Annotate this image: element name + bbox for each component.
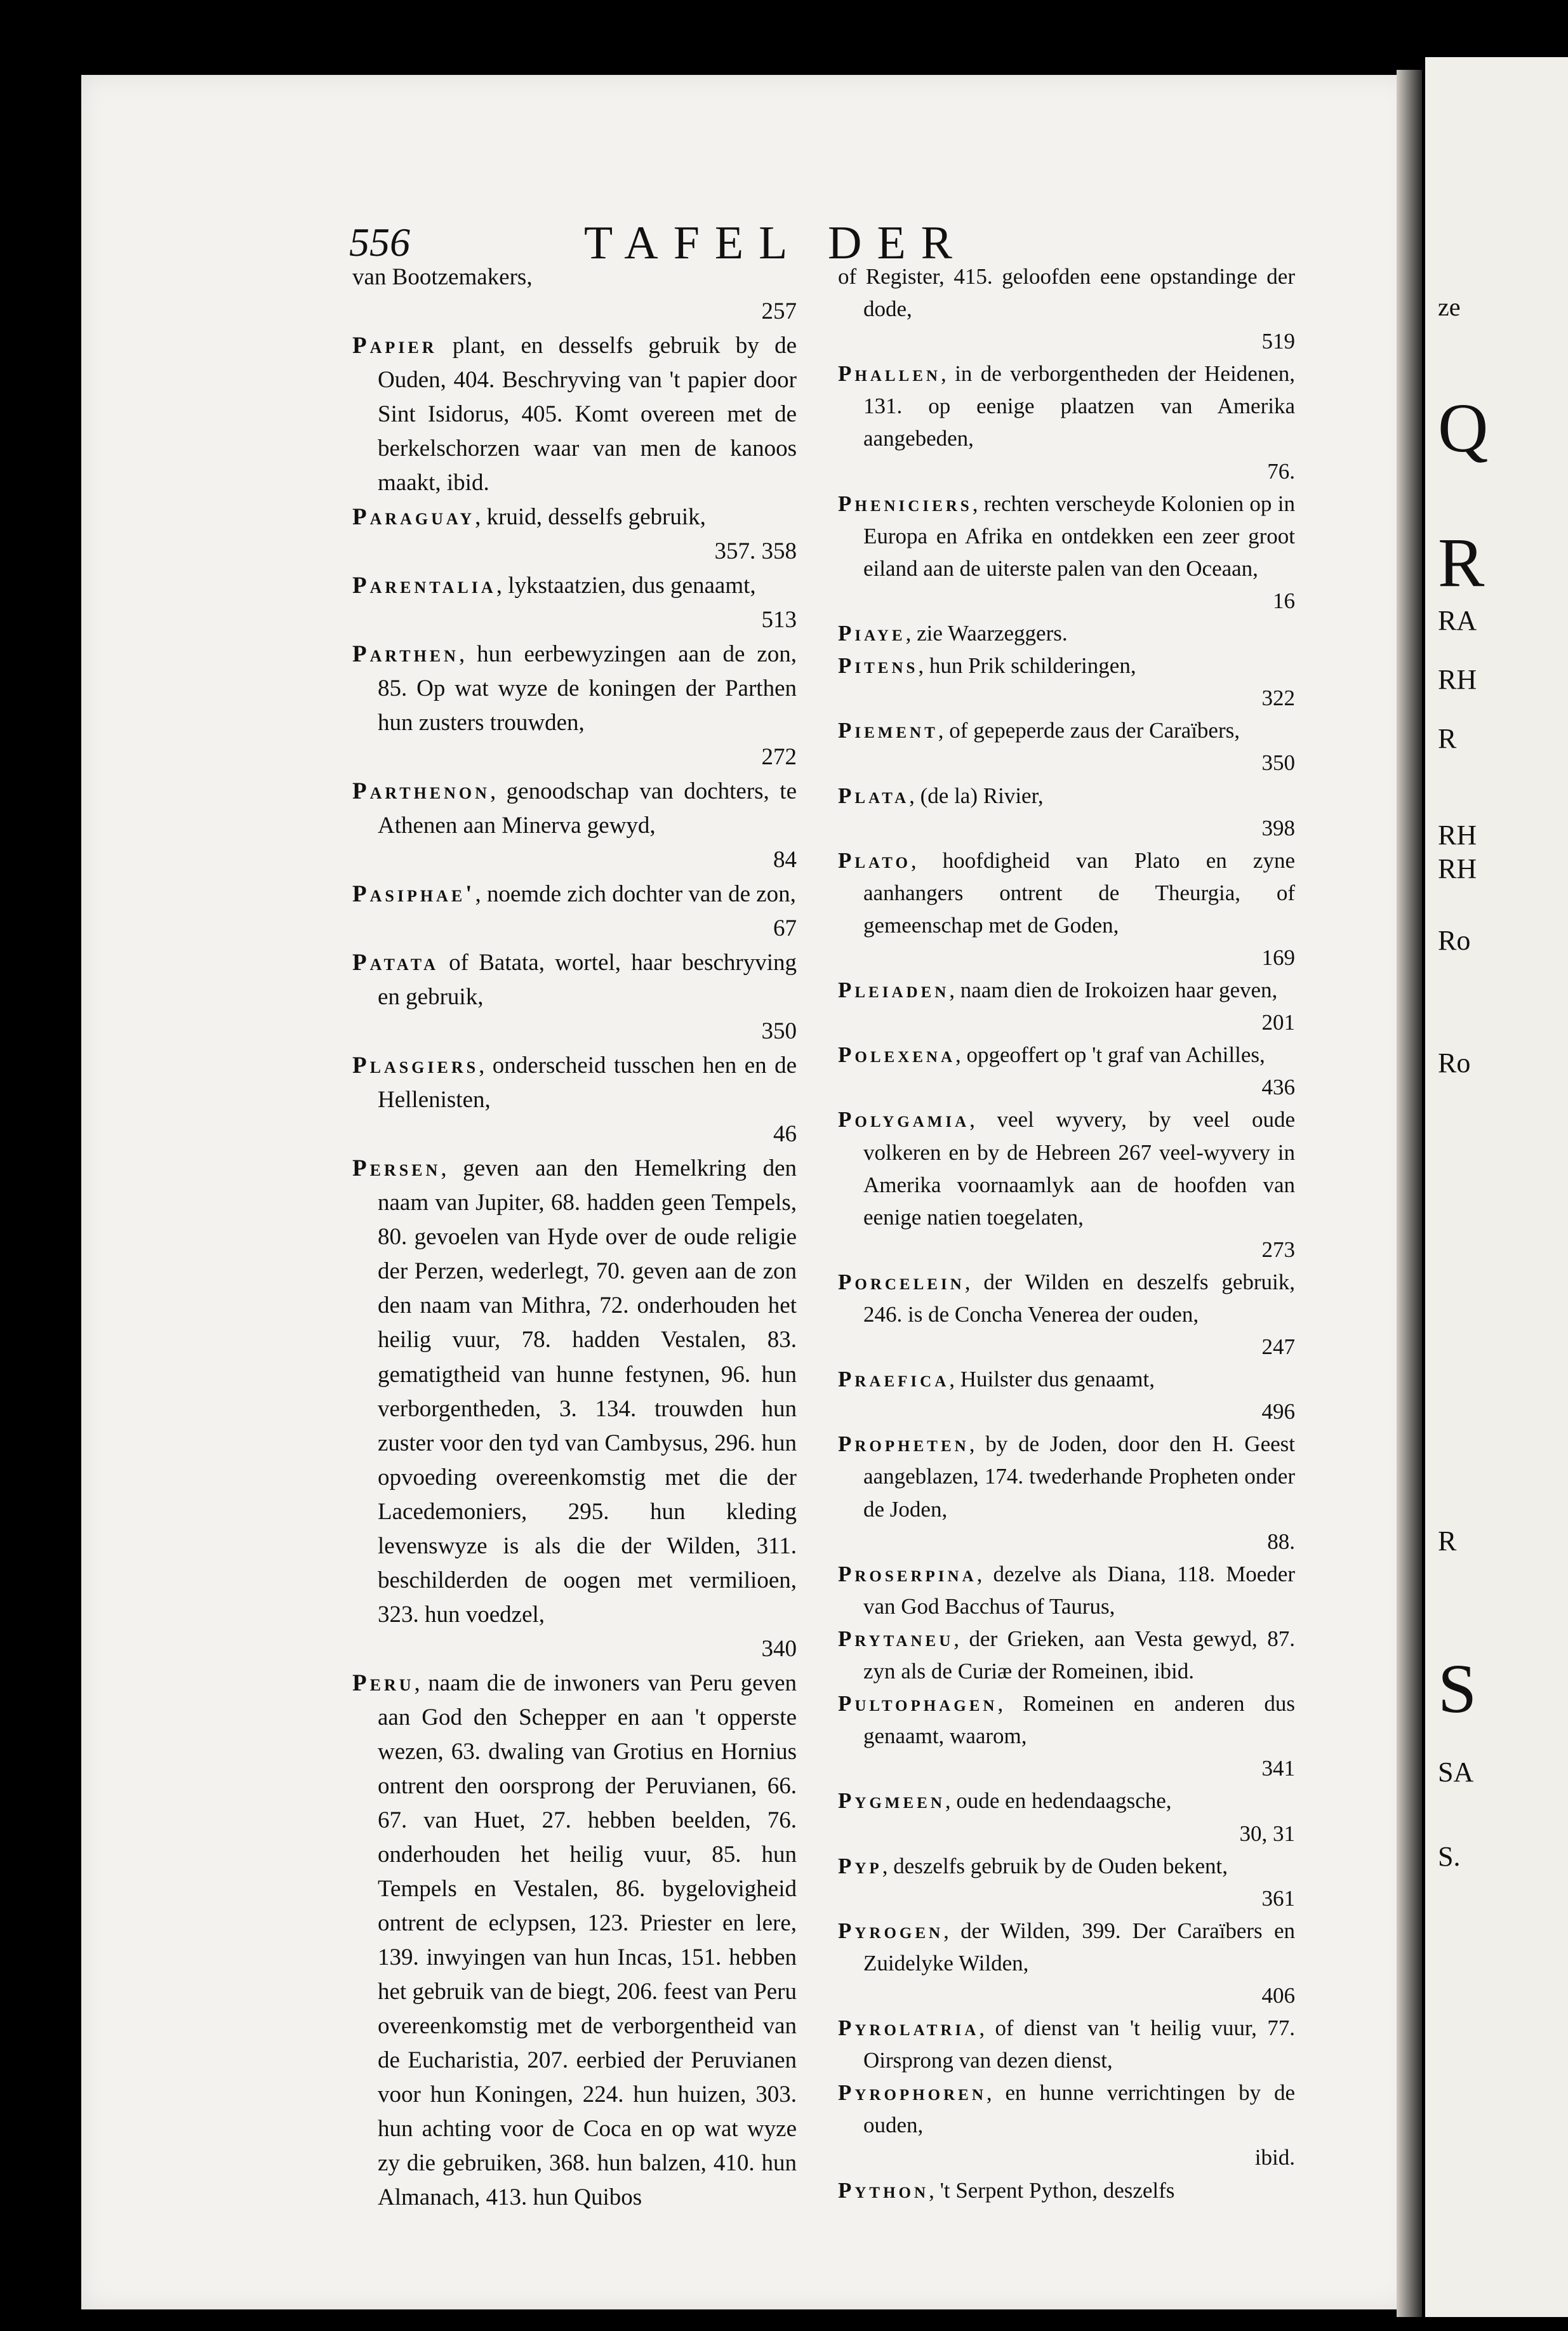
entry-page-ref: 247 [1261, 1334, 1295, 1360]
entry-text: , genoodschap van dochters, te Athenen aan Minerva gewyd, [378, 778, 797, 839]
index-entry [838, 1623, 1295, 1687]
fragment: Q [1438, 389, 1489, 467]
index-entry [352, 260, 797, 329]
index-entry [352, 1049, 797, 1152]
entry-headword: Pyp [838, 1853, 882, 1878]
entry-headword: Porcelein [838, 1269, 965, 1294]
facing-page [1425, 57, 1568, 2317]
entry-headword: Proserpina [838, 1561, 977, 1586]
entry-headword: Piaye [838, 621, 906, 646]
fragment: RH [1438, 853, 1477, 885]
index-entry [838, 1103, 1295, 1265]
index-entry [838, 1558, 1295, 1623]
entry-headword: Phallen [838, 361, 941, 387]
entry-page-ref: 496 [1261, 1399, 1295, 1424]
entry-headword: Pasiphae' [352, 881, 475, 908]
entry-text: , of gepeperde zaus der Caraïbers, [938, 718, 1240, 743]
index-column-left [352, 260, 797, 2215]
index-entry [838, 1687, 1295, 1784]
entry-headword: Propheten [838, 1431, 969, 1457]
entry-headword: Python [838, 2177, 929, 2203]
index-entry [352, 500, 797, 569]
entry-text: , en hunne verrichtingen by de ouden, [863, 2080, 1295, 2138]
entry-text: , of dienst van 't heilig vuur, 77. Oirsprong van dezen dienst, [863, 2016, 1295, 2073]
index-entry [838, 1850, 1295, 1915]
entry-page-ref: 273 [1261, 1237, 1295, 1262]
entry-headword: Pheniciers [838, 491, 973, 516]
entry-headword: Peru [352, 1670, 415, 1696]
entry-text: , zie Waarzeggers. [905, 621, 1068, 646]
fragment: ze [1438, 293, 1461, 321]
fragment: Ro [1438, 1047, 1471, 1079]
entry-text: , Huilster dus genaamt, [949, 1367, 1155, 1392]
entry-headword: Pyrogen [838, 1918, 944, 1943]
entry-text: , geven aan den Hemelkring den naam van Jupiter, 68. hadden geen Tempels, 80. gevoelen van Hyde over de oude religie der Perzen, wederlegt, 70. geven aan de zon den naam van Mithra, 72. onderhouden het heilig vuur, 78. hadden Vestalen, 83. gematigtheid van hunne festynen, 96. hun verborgentheden, 3. 134. trouwden hun zuster voor den tyd van Cambysus, 296. hun opvoeding overeenkomstig met die der Lacedemoniers, 295. hun kleding levenswyze is als die der Wilden, 311. beschilderden de oogen met vermilioen, 323. hun voedzel, [378, 1155, 797, 1628]
entry-text: , opgeoffert op 't graf van Achilles, [955, 1042, 1265, 1068]
entry-page-ref: 406 [1261, 1982, 1295, 2008]
entry-page-ref: 322 [1261, 686, 1295, 711]
index-entry [838, 1363, 1295, 1428]
index-entry [838, 2012, 1295, 2076]
entry-text: , lykstaatzien, dus genaamt, [496, 573, 756, 599]
index-entry [838, 1266, 1295, 1363]
entry-headword: Pyrophoren [838, 2080, 987, 2106]
index-entry [838, 2076, 1295, 2174]
page-number: 556 [349, 220, 410, 265]
entry-text: , hun eerbewyzingen aan de zon, 85. Op wat wyze de koningen der Parthen hun zusters trouwden, [378, 641, 797, 736]
entry-text: , kruid, desselfs gebruik, [475, 504, 706, 531]
entry-page-ref: 340 [761, 1635, 797, 1662]
index-entry [838, 2174, 1295, 2207]
entry-page-ref: 519 [1261, 329, 1295, 354]
fragment: S [1438, 1650, 1477, 1728]
book-gutter [1397, 70, 1422, 2317]
entry-page-ref: 88. [1267, 1529, 1295, 1554]
index-entry [352, 946, 797, 1049]
entry-page-ref: 350 [1261, 750, 1295, 776]
entry-headword: Polexena [838, 1042, 956, 1068]
entry-headword: Pygmeen [838, 1788, 945, 1814]
index-entry [838, 649, 1295, 714]
entry-page-ref: 30, 31 [1239, 1821, 1295, 1846]
entry-headword: Polygamia [838, 1107, 970, 1132]
entry-page-ref: 272 [761, 744, 797, 771]
entry-headword: Plato [838, 847, 911, 873]
entry-text: , 't Serpent Python, deszelfs [929, 2177, 1175, 2203]
index-entry [838, 1428, 1295, 1557]
index-entry [352, 774, 797, 877]
entry-page-ref: 169 [1261, 945, 1295, 970]
index-entry [838, 488, 1295, 617]
index-entry [352, 1152, 797, 1666]
entry-page-ref: 16 [1273, 588, 1295, 613]
index-entry [838, 974, 1295, 1039]
entry-headword: Plasgiers [352, 1053, 479, 1079]
entry-headword: Papier [352, 333, 437, 359]
entry-headword: Pleiaden [838, 978, 950, 1003]
entry-page-ref: 201 [1261, 1010, 1295, 1035]
index-entry [838, 844, 1295, 974]
entry-headword: Pitens [838, 653, 919, 679]
index-entry [838, 1915, 1295, 2012]
fragment: RH [1438, 820, 1477, 851]
entry-text: , naam die de inwoners van Peru geven aan God den Schepper en aan 't opperste wezen, 63. dwaling van Grotius en Hornius ontrent den oorsprong der Peruvianen, 66. 67. van Huet, 27. hebben beelden, 76. onderhouden het heilig vuur, 85. hun Tempels en Vestalen, 86. bygelovigheid ontrent de eclypsen, 123. Priester en lere, 139. inwyingen van hun Incas, 151. hebben het gebruik van de biegt, 206. feest van Peru overeenkomstig met de verborgentheid van de Eucharistia, 207. eerbied der Peruvianen voor hun Koningen, 224. hun huizen, 303. hun achting voor de Coca en op wat wyze zy die gebruiken, 368. hun balzen, 410. hun Almanach, 413. hun Quibos [378, 1670, 797, 2210]
running-head: TAFEL DER [584, 217, 968, 269]
entry-text: , der Wilden en deszelfs gebruik, 246. is de Concha Venerea der ouden, [863, 1269, 1295, 1327]
index-entry [838, 260, 1295, 357]
entry-page-ref: 76. [1267, 458, 1295, 484]
fragment: R [1438, 524, 1485, 601]
fragment: S. [1438, 1841, 1461, 1873]
entry-page-ref: 513 [761, 607, 797, 634]
entry-headword: Paraguay [352, 504, 475, 531]
entry-headword: Persen [352, 1155, 441, 1182]
entry-page-ref: 46 [773, 1121, 797, 1148]
entry-page-ref: 361 [1261, 1885, 1295, 1911]
entry-text: , (de la) Rivier, [909, 783, 1044, 808]
index-entry [352, 1666, 797, 2215]
entry-page-ref: 257 [761, 298, 797, 325]
index-entry [838, 617, 1295, 649]
index-entry [838, 1039, 1295, 1103]
fragment: Ro [1438, 924, 1471, 956]
entry-text: van Bootzemakers, [352, 264, 533, 290]
index-entry [352, 877, 797, 946]
entry-page-ref: 350 [761, 1018, 797, 1045]
facing-page-fragments [1438, 293, 1568, 1874]
entry-page-ref: 84 [773, 847, 797, 873]
index-entry [352, 329, 797, 500]
entry-page-ref: 436 [1261, 1075, 1295, 1100]
fragment: R [1438, 722, 1457, 754]
entry-headword: Parthen [352, 641, 459, 668]
entry-text: , onderscheid tusschen hen en de Hellenisten, [378, 1053, 797, 1113]
entry-text: , oude en hedendaagsche, [945, 1788, 1172, 1814]
entry-headword: Plata [838, 783, 910, 808]
entry-page-ref: 67 [773, 915, 797, 942]
index-entry [352, 569, 797, 637]
entry-text: , by de Joden, door den H. Geest aangeblazen, 174. twederhande Propheten onder de Joden, [863, 1431, 1295, 1522]
entry-page-ref: 398 [1261, 815, 1295, 840]
fragment: RH [1438, 663, 1477, 695]
entry-headword: Patata [352, 950, 439, 976]
entry-text: , der Grieken, aan Vesta gewyd, 87. zyn als de Curiæ der Romeinen, ibid. [863, 1626, 1295, 1684]
entry-headword: Pultophagen [838, 1691, 998, 1717]
entry-headword: Pyrolatria [838, 2016, 980, 2041]
index-entry [838, 357, 1295, 487]
entry-text: , hun Prik schilderingen, [918, 653, 1136, 679]
entry-text: , veel wyvery, by veel oude volkeren en by de Hebreen 267 veel-wyvery in Amerika voornaamlyk aan de hoofden van eenige natien toegelaten, [863, 1107, 1295, 1230]
fragment: RA [1438, 605, 1477, 636]
entry-text: , dezelve als Diana, 118. Moeder van God Bacchus of Taurus, [863, 1561, 1295, 1619]
entry-headword: Parthenon [352, 778, 490, 805]
entry-headword: Praefica [838, 1367, 950, 1392]
entry-text: of Batata, wortel, haar beschryving en gebruik, [378, 950, 797, 1011]
entry-text: , rechten verscheyde Kolonien op in Europa en Afrika en ontdekken een zeer groot eiland aan de uiterste palen van den Oceaan, [863, 491, 1295, 581]
index-entry [838, 780, 1295, 844]
index-entry [838, 714, 1295, 779]
entry-text: , Romeinen en anderen dus genaamt, waarom, [863, 1691, 1295, 1749]
entry-text: , deszelfs gebruik by de Ouden bekent, [882, 1853, 1228, 1878]
entry-text: , der Wilden, 399. Der Caraïbers en Zuidelyke Wilden, [863, 1918, 1295, 1976]
entry-text: of Register, 415. geloofden eene opstandinge der dode, [838, 264, 1295, 322]
entry-headword: Prytaneu [838, 1626, 954, 1651]
entry-text: , naam dien de Irokoizen haar geven, [949, 978, 1278, 1003]
entry-page-ref: 357. 358 [714, 538, 797, 565]
entry-text: , noemde zich dochter van de zon, [475, 881, 796, 908]
index-entry [838, 1784, 1295, 1849]
fragment: R [1438, 1525, 1457, 1557]
entry-page-ref: ibid. [1254, 2145, 1295, 2170]
entry-text: , in de verborgentheden der Heidenen, 131. op eenige plaatzen van Amerika aangebeden, [863, 361, 1295, 451]
entry-headword: Parentalia [352, 573, 496, 599]
entry-text: , hoofdigheid van Plato en zyne aanhangers ontrent de Theurgia, of gemeenschap met de Goden, [863, 847, 1295, 938]
entry-headword: Piement [838, 718, 938, 743]
index-entry [352, 637, 797, 774]
entry-page-ref: 341 [1261, 1756, 1295, 1781]
index-column-right [838, 260, 1295, 2207]
fragment: SA [1438, 1757, 1474, 1788]
entry-text: plant, en desselfs gebruik by de Ouden, 404. Beschryving van 't papier door Sint Isidorus, 405. Komt overeen met de berkelschorzen waar van men de kanoos maakt, ibid. [378, 333, 797, 496]
